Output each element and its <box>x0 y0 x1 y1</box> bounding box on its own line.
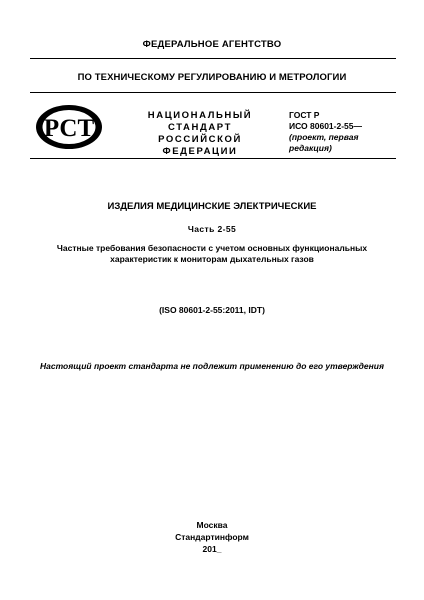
national-standard-line2: СТАНДАРТ <box>168 122 232 133</box>
designation-line1: ГОСТ Р <box>289 110 320 120</box>
national-standard-line4: ФЕДЕРАЦИИ <box>162 146 238 157</box>
divider <box>30 158 396 159</box>
designation-line3: (проект, первая <box>289 132 359 142</box>
draft-note: Настоящий проект стандарта не подлежит применению до его утверждения <box>40 361 384 371</box>
divider <box>30 92 396 93</box>
iso-reference: (ISO 80601-2-55:2011, IDT) <box>159 305 265 315</box>
national-standard-line3: РОССИЙСКОЙ <box>158 134 242 145</box>
national-standard-line1: НАЦИОНАЛЬНЫЙ <box>147 110 253 121</box>
document-subtitle-line2: характеристик к мониторам дыхательных газов <box>110 254 314 264</box>
agency-name-line2: ПО ТЕХНИЧЕСКОМУ РЕГУЛИРОВАНИЮ И МЕТРОЛОГИИ <box>77 72 347 83</box>
imprint <box>0 519 424 555</box>
imprint-publisher: Стандартинформ <box>175 532 249 542</box>
designation-line4: редакция) <box>289 143 332 153</box>
document-subtitle <box>0 243 424 265</box>
document-part: Часть 2-55 <box>187 224 237 234</box>
document-title: ИЗДЕЛИЯ МЕДИЦИНСКИЕ ЭЛЕКТРИЧЕСКИЕ <box>107 201 317 212</box>
agency-name-line1: ФЕДЕРАЛЬНОЕ АГЕНТСТВО <box>142 39 282 50</box>
divider <box>30 58 396 59</box>
imprint-year: 201_ <box>202 544 222 554</box>
document-subtitle-line1: Частные требования безопасности с учетом основных функциональных <box>56 243 368 253</box>
logo-text: РСТ <box>43 115 95 142</box>
national-standard-heading <box>146 110 254 158</box>
imprint-city: Москва <box>196 520 228 530</box>
designation-line2: ИСО 80601-2-55— <box>289 121 362 131</box>
standard-designation <box>289 110 409 154</box>
rst-certification-mark-icon <box>34 103 104 151</box>
